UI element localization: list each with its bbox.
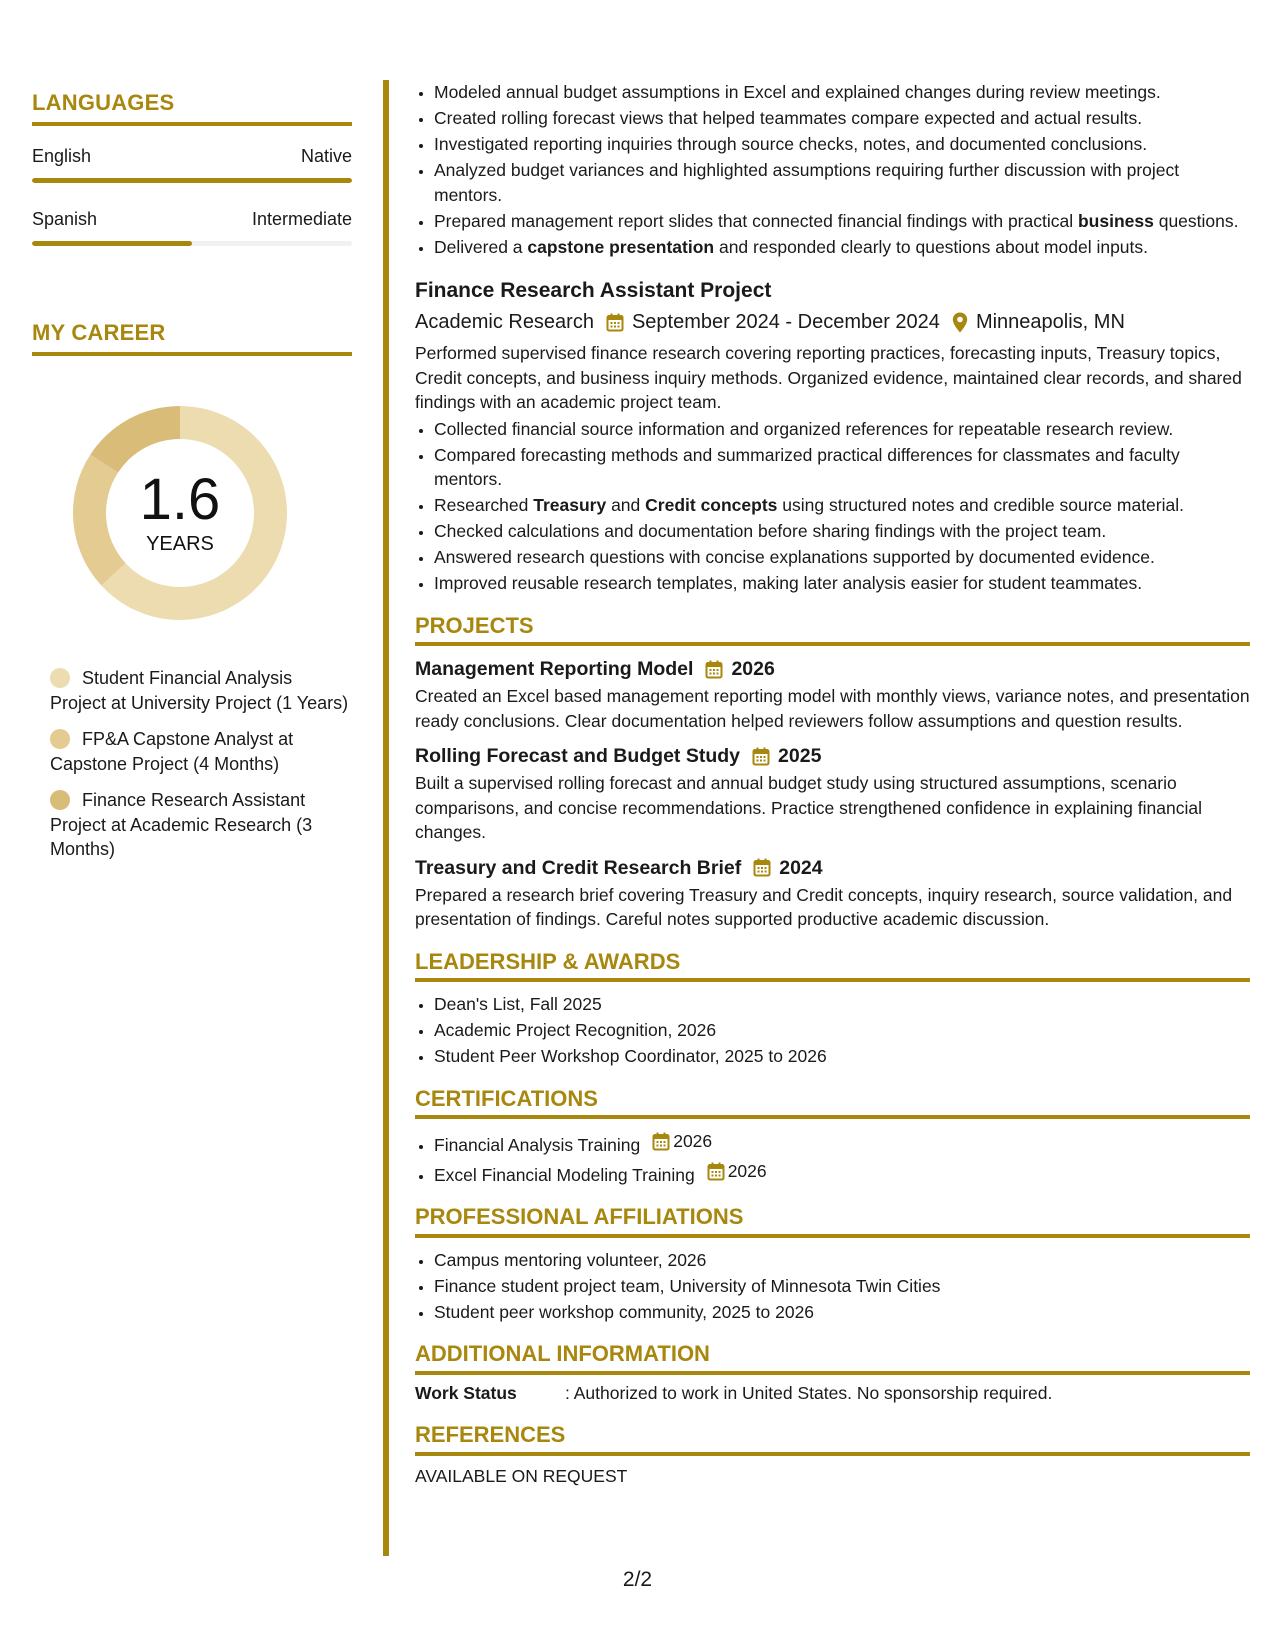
language-proficiency-bar <box>32 178 352 183</box>
language-level: Intermediate <box>251 209 352 229</box>
legend-dot-icon <box>50 790 70 810</box>
project-description: Prepared a research brief covering Treasury and Credit concepts, inquiry research, source validation, and presentation of findings. Careful notes supported productive academic discussion. <box>415 884 1233 929</box>
page-number: 2/2 <box>622 1568 653 1591</box>
career-total-unit: YEARS <box>146 532 214 555</box>
work-status-row <box>415 1381 1250 1406</box>
career-donut-chart <box>65 398 295 628</box>
experience-bullets <box>415 417 1250 596</box>
bullet-text: Delivered a <box>434 236 528 257</box>
project-item <box>415 743 1250 845</box>
calendar-icon <box>752 747 770 766</box>
bullet-item: • Checked calculations and documentation before sharing findings with the project team. <box>434 519 1250 544</box>
bullet-item: • Analyzed budget variances and highlighted assumptions requiring further discussion with project mentors. <box>434 158 1250 207</box>
certification-item <box>434 1159 1250 1187</box>
bullet-item <box>434 493 1250 518</box>
career-legend-label: Student Financial Analysis Project at University Project (1 Years) <box>50 668 349 713</box>
career-legend-item <box>50 788 350 862</box>
bullet-item: • Investigated reporting inquiries through source checks, notes, and documented conclusions. <box>434 132 1250 157</box>
career-heading: MY CAREER <box>32 320 352 356</box>
affiliation-item: • Finance student project team, University of Minnesota Twin Cities <box>434 1274 1250 1299</box>
language-proficiency-fill <box>32 241 192 246</box>
bullet-bold-text: business <box>1077 210 1154 231</box>
experience-location: Minneapolis, MN <box>975 311 1125 333</box>
work-status-label: Work Status <box>415 1382 517 1403</box>
leadership-item: • Academic Project Recognition, 2026 <box>434 1018 1250 1043</box>
project-title: Treasury and Credit Research Brief <box>415 856 742 879</box>
language-name: Spanish <box>32 209 98 229</box>
career-total-value: 1.6 <box>139 466 221 532</box>
language-proficiency-fill <box>32 178 352 183</box>
calendar-icon <box>753 858 771 877</box>
affiliation-item: • Student peer workshop community, 2025 to 2026 <box>434 1300 1250 1325</box>
work-status-value: : Authorized to work in United States. No sponsorship required. <box>565 1382 1053 1403</box>
experience-title: Finance Research Assistant Project <box>415 279 772 302</box>
bullet-item: • Modeled annual budget assumptions in Excel and explained changes during review meetings. <box>434 80 1250 105</box>
affiliations-list <box>415 1248 1250 1325</box>
certification-year: 2026 <box>727 1160 767 1181</box>
location-pin-icon <box>952 312 968 333</box>
calendar-icon <box>606 313 624 332</box>
languages-heading: LANGUAGES <box>32 90 352 126</box>
affiliation-item: • Campus mentoring volunteer, 2026 <box>434 1248 1250 1273</box>
project-item <box>415 656 1250 733</box>
bullet-text: and responded clearly to questions about model inputs. <box>714 236 1149 257</box>
certifications-heading: CERTIFICATIONS <box>415 1087 1250 1120</box>
project-item <box>415 855 1250 932</box>
project-title: Management Reporting Model <box>415 658 694 680</box>
references-heading: REFERENCES <box>415 1423 1250 1456</box>
experience-continued-bullets <box>415 80 1250 259</box>
calendar-icon <box>652 1132 673 1151</box>
certification-year: 2026 <box>673 1131 713 1151</box>
legend-dot-icon <box>50 729 70 749</box>
bullet-text: Researched <box>434 495 534 515</box>
language-proficiency-bar <box>32 241 352 246</box>
career-legend-item <box>50 727 350 776</box>
bullet-item: • Created rolling forecast views that helped teammates compare expected and actual results. <box>434 106 1250 131</box>
project-description: Built a supervised rolling forecast and annual budget study using structured assumptions, scenario comparisons, and concise recommendations. Practice strengthened confidence in explaining financial changes. <box>415 773 1202 842</box>
project-year: 2024 <box>779 856 823 879</box>
language-name: English <box>32 146 92 166</box>
experience-dates: September 2024 - December 2024 <box>631 311 940 333</box>
bullet-item <box>434 209 1250 234</box>
bullet-item: • Improved reusable research templates, making later analysis easier for student teammates. <box>434 571 1250 596</box>
references-text: AVAILABLE ON REQUEST <box>415 1465 628 1486</box>
experience-org: Academic Research <box>415 311 594 333</box>
leadership-heading: LEADERSHIP & AWARDS <box>415 950 1250 983</box>
calendar-icon <box>705 660 723 679</box>
certifications-list <box>415 1129 1250 1187</box>
certification-name: Financial Analysis Training <box>434 1134 641 1155</box>
bullet-item: • Collected financial source information and organized references for repeatable research review. <box>434 417 1250 442</box>
project-year: 2026 <box>731 658 775 680</box>
additional-info-heading: ADDITIONAL INFORMATION <box>415 1342 1250 1375</box>
calendar-icon <box>707 1162 728 1181</box>
leadership-item: • Student Peer Workshop Coordinator, 2025 to 2026 <box>434 1044 1250 1069</box>
project-title: Rolling Forecast and Budget Study <box>415 745 741 767</box>
certification-name: Excel Financial Modeling Training <box>434 1164 695 1185</box>
language-item-english <box>32 146 352 183</box>
language-level: Native <box>300 146 352 166</box>
experience-description: Performed supervised finance research covering reporting practices, forecasting inputs, Treasury topics, Credit concepts, and business inquiry methods. Organized evidence, maintained clear records, and shared findings with an academic project team. <box>415 343 1242 412</box>
bullet-bold-text: capstone presentation <box>527 236 715 257</box>
bullet-bold-text: Treasury <box>533 495 607 515</box>
experience-meta <box>415 307 1250 337</box>
certification-item <box>434 1129 1250 1157</box>
career-legend <box>50 666 350 862</box>
bullet-bold-text: Credit concepts <box>645 495 778 515</box>
career-legend-item <box>50 666 350 715</box>
career-legend-label: FP&A Capstone Analyst at Capstone Project (4 Months) <box>50 729 294 774</box>
sidebar <box>32 90 352 874</box>
project-description: Created an Excel based management reporting model with monthly views, variance notes, and presentation ready conclusions. Clear documentation helped reviewers follow assumptions and question results. <box>415 686 1250 731</box>
column-divider <box>383 80 389 1556</box>
affiliations-heading: PROFESSIONAL AFFILIATIONS <box>415 1205 1250 1238</box>
career-legend-label: Finance Research Assistant Project at Academic Research (3 Months) <box>50 790 313 859</box>
bullet-item: • Answered research questions with concise explanations supported by documented evidence. <box>434 545 1250 570</box>
bullet-item: • Compared forecasting methods and summarized practical differences for classmates and faculty mentors. <box>434 443 1250 492</box>
project-year: 2025 <box>778 745 822 767</box>
bullet-text: Prepared management report slides that connected financial findings with practical <box>434 210 1078 231</box>
language-item-spanish <box>32 209 352 246</box>
bullet-item <box>434 235 1250 260</box>
legend-dot-icon <box>50 668 70 688</box>
bullet-text: and <box>606 495 646 515</box>
projects-heading: PROJECTS <box>415 614 1250 647</box>
bullet-text: questions. <box>1153 210 1239 231</box>
leadership-item: • Dean's List, Fall 2025 <box>434 992 1250 1017</box>
bullet-text: using structured notes and credible source material. <box>777 495 1184 515</box>
leadership-list <box>415 992 1250 1069</box>
main-content <box>415 80 1250 1488</box>
